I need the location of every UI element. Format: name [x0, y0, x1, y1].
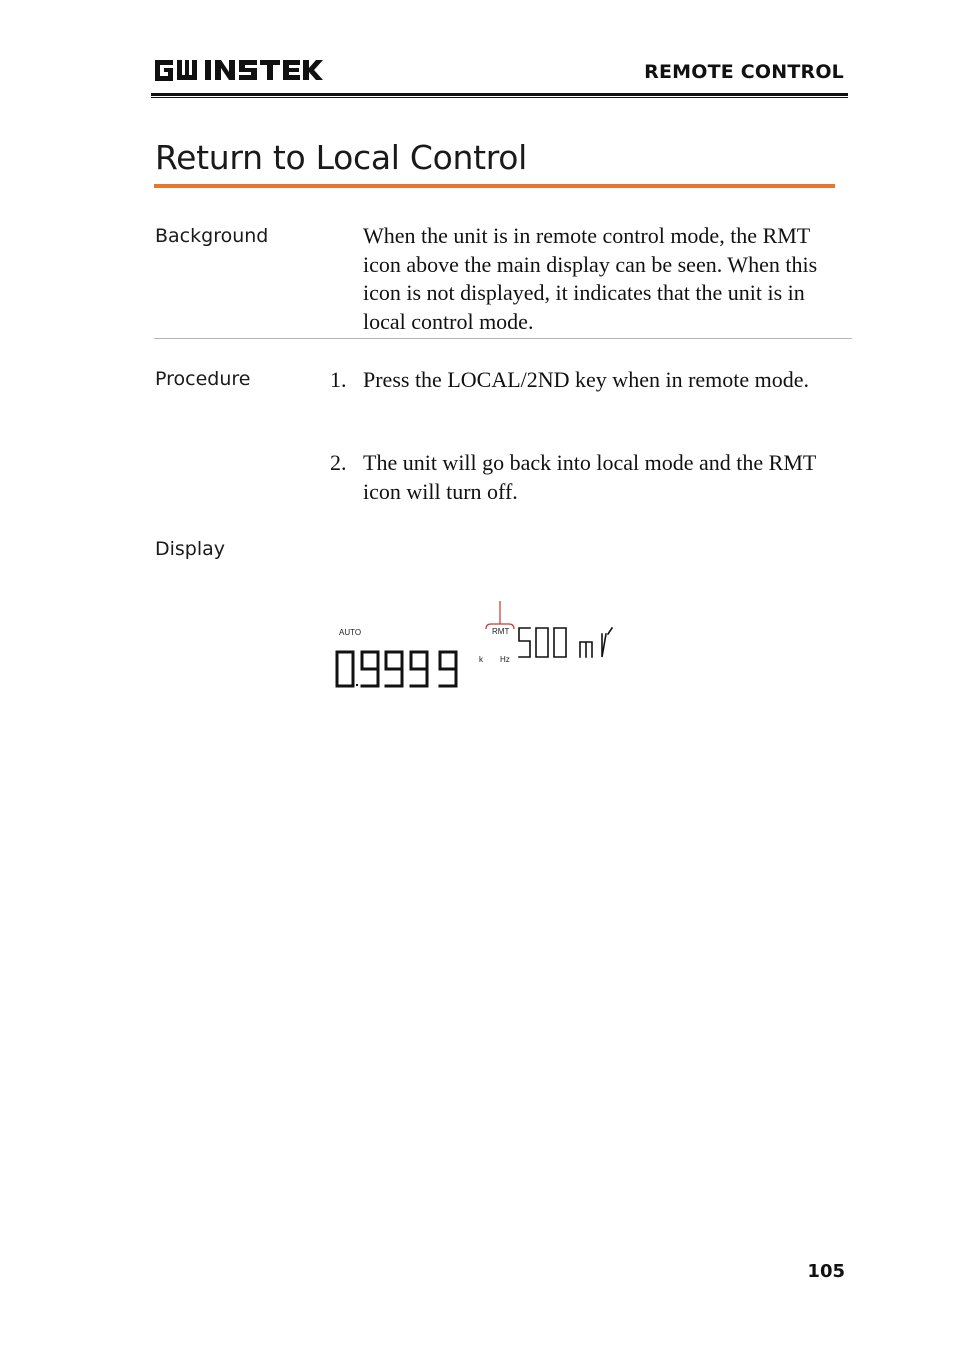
title-underline [154, 184, 835, 188]
lcd-rmt-indicator: RMT [492, 627, 510, 636]
step-1-text: Press the LOCAL/2ND key when in remote mode. [363, 367, 810, 392]
lcd-k-indicator: k [479, 655, 483, 664]
header-rule [151, 93, 848, 96]
display-label: Display [155, 538, 226, 560]
lcd-secondary-reading [519, 628, 612, 657]
header-rule-thin [151, 97, 848, 98]
lcd-main-reading [337, 652, 456, 686]
procedure-label: Procedure [155, 368, 251, 390]
lcd-hz-indicator: Hz [500, 655, 510, 664]
step-1-number: 1. [330, 367, 347, 392]
gw-instek-logo [153, 56, 325, 84]
page-number: 105 [807, 1261, 845, 1282]
section-title: REMOTE CONTROL [644, 61, 844, 83]
background-label: Background [155, 225, 269, 247]
lcd-auto-indicator: AUTO [339, 628, 362, 637]
lcd-segments [330, 598, 630, 698]
step-2-text: The unit will go back into local mode and the RMT icon will turn off. [363, 450, 816, 504]
row-divider [154, 338, 852, 339]
page-title: Return to Local Control [155, 138, 528, 177]
background-text: When the unit is in remote control mode, the RMT icon above the main display can be seen. When this icon is not displayed, it indicates that the unit is in local control mode. [363, 223, 818, 334]
lcd-display [330, 598, 630, 698]
rmt-callout-marker [486, 601, 514, 629]
step-2-number: 2. [330, 450, 347, 475]
